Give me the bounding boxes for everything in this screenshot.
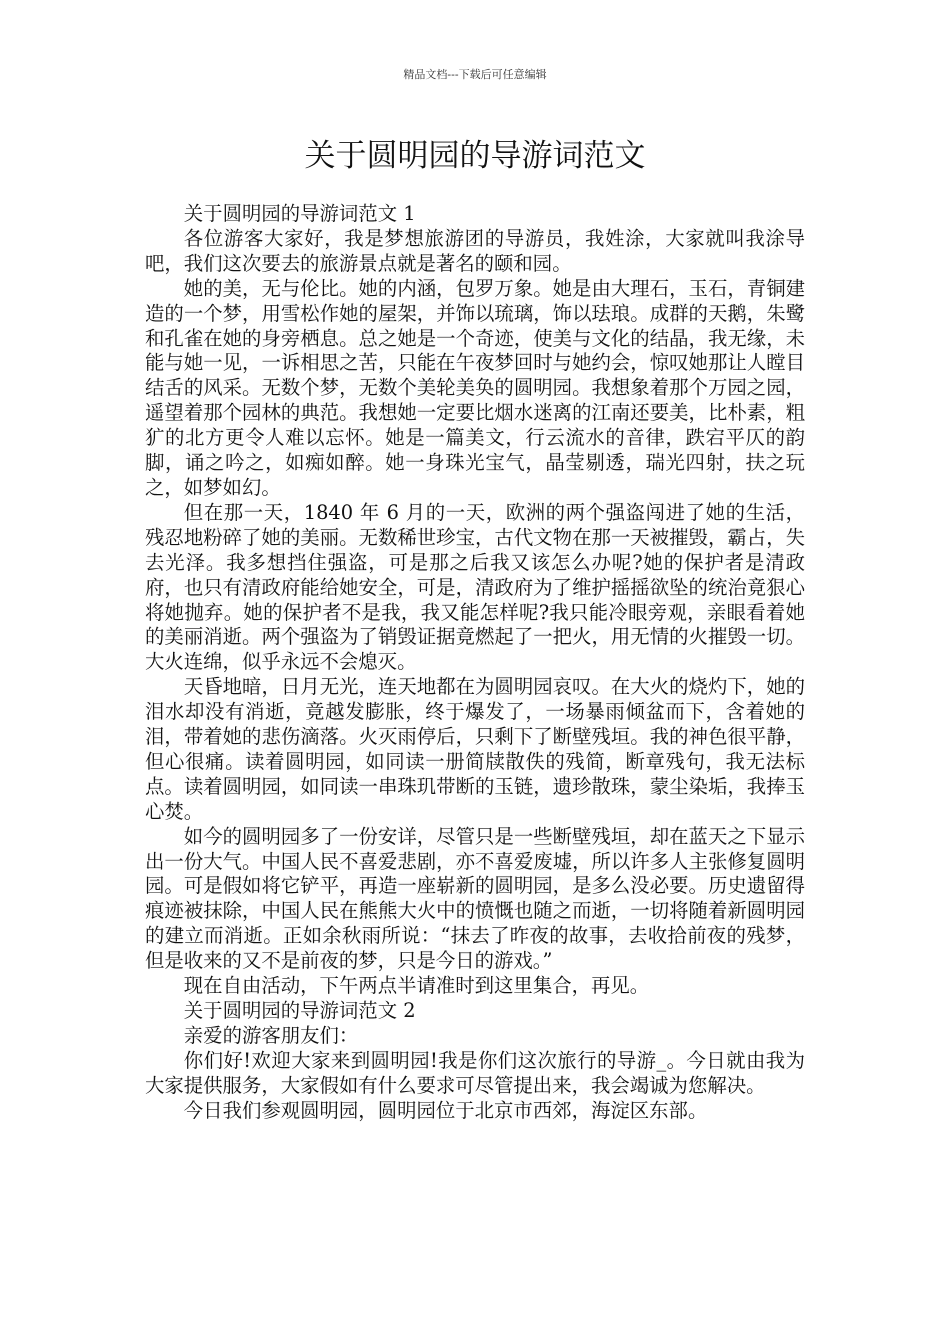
- page-header-note: 精品文档---下载后可任意编辑: [403, 68, 547, 81]
- paragraph: 如今的圆明园多了一份安详，尽管只是一些断壁残垣，却在蓝天之下显示出一份大气。中国人民不喜爱悲剧，亦不喜爱废墟，所以许多人主张修复圆明园。可是假如将它铲平，再造一座崭新的圆明园，是多么没必要。历史遗留得痕迹被抹除，中国人民在熊熊大火中的愤慨也随之而逝，一切将随着新圆明园的建立而消逝。正如余秋雨所说：“抹去了昨夜的故事，去收拾前夜的残梦，但是收来的又不是前夜的梦，只是今日的游戏。”: [145, 824, 805, 973]
- paragraph: 你们好!欢迎大家来到圆明园!我是你们这次旅行的导游_。今日就由我为大家提供服务，大家假如有什么要求可尽管提出来，我会竭诚为您解决。: [145, 1048, 805, 1097]
- section-heading-1: 关于圆明园的导游词范文 1: [183, 202, 416, 225]
- paragraph: 天昏地暗，日月无光，连天地都在为圆明园哀叹。在大火的烧灼下，她的泪水却没有消逝，竟越发膨胀，终于爆发了，一场暴雨倾盆而下，含着她的泪，带着她的悲伤滴落。火灭雨停后，只剩下了断壁残垣。我的神色很平静，但心很痛。读着圆明园，如同读一册简牍散佚的残简，断章残句，我无法标点。读着圆明园，如同读一串珠玑带断的玉链，遗珍散珠，蒙尘染垢，我捧玉心焚。: [145, 675, 805, 823]
- paragraph: 但在那一天，1840 年 6 月的一天，欧洲的两个强盗闯进了她的生活，残忍地粉碎了她的美丽。无数稀世珍宝，古代文物在那一天被摧毁，霸占，失去光泽。我多想挡住强盗，可是那之后我又该怎么办呢?她的保护者是清政府，也只有清政府能给她安全，可是，清政府为了维护摇摇欲坠的统治竟狠心将她抛弃。她的保护者不是我，我又能怎样呢?我只能冷眼旁观，亲眼看着她的美丽消逝。两个强盗为了销毁证据竟燃起了一把火，用无情的火摧毁一切。大火连绵，似乎永远不会熄灭。: [145, 500, 805, 674]
- paragraph: 今日我们参观圆明园，圆明园位于北京市西郊，海淀区东部。: [183, 1098, 708, 1122]
- document-title: 关于圆明园的导游词范文: [304, 138, 646, 174]
- paragraph: 她的美，无与伦比。她的内涵，包罗万象。她是由大理石，玉石，青铜建造的一个梦，用雪松作她的屋架，并饰以琉璃，饰以珐琅。成群的天鹅，朱鹭和孔雀在她的身旁栖息。总之她是一个奇迹，使美与文化的结晶，我无缘，未能与她一见，一诉相思之苦，只能在午夜梦回时与她约会，惊叹她那让人瞠目结舌的风采。无数个梦，无数个美轮美奂的圆明园。我想象着那个万园之园，遥望着那个园林的典范。我想她一定要比烟水迷离的江南还要美，比朴素，粗犷的北方更令人难以忘怀。她是一篇美文，行云流水的音律，跌宕平仄的韵脚，诵之吟之，如痴如醉。她一身珠光宝气，晶莹剔透，瑞光四射，扶之玩之，如梦如幻。: [145, 276, 805, 499]
- document-body: [145, 202, 805, 1124]
- paragraph: 各位游客大家好，我是梦想旅游团的导游员，我姓涂，大家就叫我涂导吧，我们这次要去的旅游景点就是著名的颐和园。: [145, 226, 805, 275]
- paragraph: 现在自由活动，下午两点半请准时到这里集合，再见。: [183, 974, 650, 998]
- paragraph: 亲爱的游客朋友们：: [183, 1023, 359, 1047]
- section-heading-2: 关于圆明园的导游词范文 2: [183, 999, 416, 1022]
